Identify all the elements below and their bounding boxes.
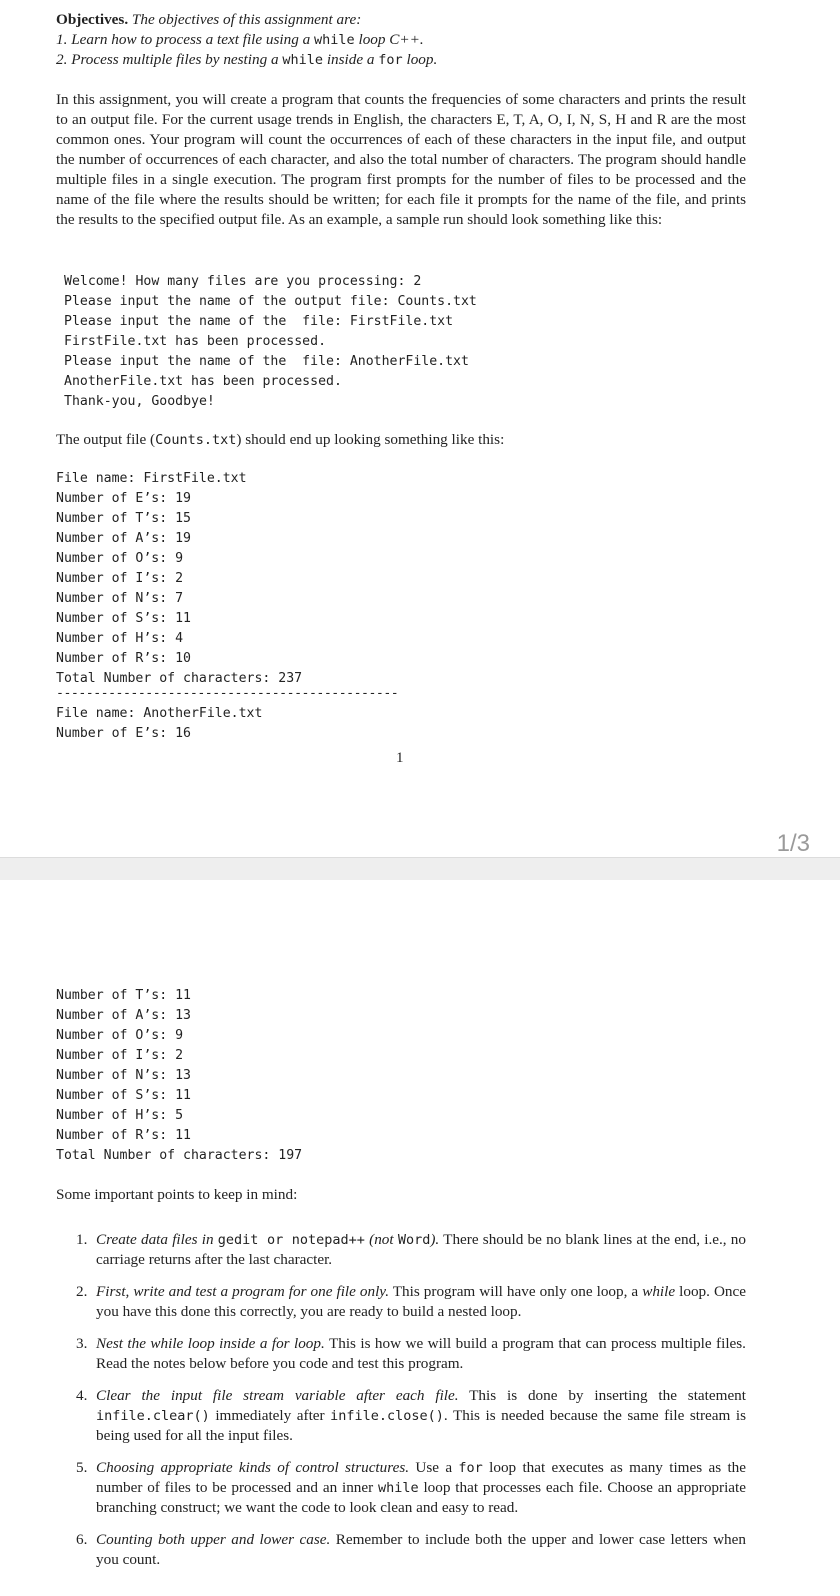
page-divider — [0, 857, 840, 881]
output-line: Number of E’s: 19 — [56, 491, 191, 506]
code-text: Word — [397, 1232, 431, 1248]
output-line: Number of H’s: 5 — [56, 1108, 184, 1123]
point-item — [56, 1334, 746, 1374]
output-line: Number of H’s: 4 — [56, 631, 184, 646]
code-text: infile.clear() — [96, 1408, 210, 1424]
objectives-section — [56, 10, 746, 70]
point-text: (not — [364, 1231, 398, 1248]
point-text: immediately after — [209, 1407, 331, 1424]
point-text: Use a — [409, 1459, 459, 1476]
code-text: for — [458, 1460, 483, 1476]
output-line: Number of S’s: 11 — [56, 611, 191, 626]
points-intro: Some important points to keep in mind: — [56, 1186, 298, 1203]
point-text: This is how we will build a program that can process multiple files. Read the notes below before you code and test this program. — [96, 1335, 746, 1372]
point-number: 3. — [76, 1335, 88, 1352]
point-number: 2. — [76, 1283, 88, 1300]
point-text: loop. Once you have this done this correctly, you are ready to build a nested loop. — [96, 1283, 747, 1320]
point-item — [56, 1230, 746, 1270]
point-text: loop that processes each file. Choose an appropriate branching construct; we want the code to look clean and easy to read. — [96, 1479, 746, 1516]
code-text: gedit or notepad++ — [217, 1232, 365, 1248]
output-line: Number of T’s: 11 — [56, 988, 191, 1003]
objective-2: 2. Process multiple files by nesting a while inside a for loop. — [56, 51, 438, 68]
page-number: 1 — [396, 750, 404, 766]
point-number: 5. — [76, 1459, 88, 1476]
console-line: FirstFile.txt has been processed. — [64, 334, 327, 349]
point-text: Choosing appropriate kinds of control structures. — [96, 1459, 410, 1476]
sample-run-console — [64, 272, 754, 412]
output-line: Total Number of characters: 237 — [56, 671, 303, 686]
output-file-1 — [56, 469, 746, 689]
point-item — [56, 1282, 746, 1322]
point-number: 6. — [76, 1531, 88, 1548]
output-line: File name: AnotherFile.txt — [56, 706, 263, 721]
console-line: Thank-you, Goodbye! — [64, 394, 215, 409]
point-text: Counting both upper and lower case. — [96, 1531, 331, 1548]
code-text: while — [378, 1480, 419, 1496]
output-line: Number of E’s: 16 — [56, 726, 191, 741]
output-line: Number of I’s: 2 — [56, 1048, 184, 1063]
point-text: Create data files in — [96, 1231, 218, 1248]
output-line: Number of A’s: 13 — [56, 1008, 191, 1023]
point-text: First, write and test a program for one file only. — [96, 1283, 390, 1300]
point-text: This program will have only one loop, a — [389, 1283, 643, 1300]
page-indicator: 1/3 — [776, 830, 810, 857]
output-line: Number of S’s: 11 — [56, 1088, 191, 1103]
console-line: Welcome! How many files are you processing: 2 — [64, 274, 422, 289]
points-list — [56, 1230, 746, 1582]
separator-line: ---------------------------------------------- — [56, 686, 399, 701]
console-line: Please input the name of the file: FirstFile.txt — [64, 314, 454, 329]
objectives-heading: Objectives. The objectives of this assignment are: — [56, 11, 362, 28]
point-item — [56, 1386, 746, 1446]
output-line: Number of R’s: 10 — [56, 651, 191, 666]
output-line: Number of A’s: 19 — [56, 531, 191, 546]
point-text: . This is needed because the same file stream is being used for all the input files. — [96, 1407, 746, 1444]
output-line: File name: FirstFile.txt — [56, 471, 247, 486]
console-line: Please input the name of the output file: Counts.txt — [64, 294, 477, 309]
point-text: This is done by inserting the statement — [458, 1387, 746, 1404]
output-line: Number of N’s: 7 — [56, 591, 184, 606]
output-line: Number of N’s: 13 — [56, 1068, 191, 1083]
point-text: Remember to include both the upper and lower case letters when you count. — [96, 1531, 746, 1568]
output-line: Number of O’s: 9 — [56, 551, 184, 566]
output-line: Number of T’s: 15 — [56, 511, 191, 526]
point-text: Clear the input file stream variable after each file. — [96, 1387, 459, 1404]
point-item — [56, 1530, 746, 1570]
point-item — [56, 1458, 746, 1518]
output-intro: The output file (Counts.txt) should end up looking something like this: — [56, 431, 505, 448]
output-line: Number of O’s: 9 — [56, 1028, 184, 1043]
point-text: loop that executes as many times as the number of files to be processed and an inner — [96, 1459, 746, 1496]
output-line: Number of I’s: 2 — [56, 571, 184, 586]
console-line: AnotherFile.txt has been processed. — [64, 374, 342, 389]
point-text: while — [642, 1283, 676, 1300]
output-file-2-rest — [56, 986, 746, 1166]
output-line: Total Number of characters: 197 — [56, 1148, 303, 1163]
code-text: infile.close() — [330, 1408, 444, 1424]
point-text: Nest the while loop inside a for loop. — [96, 1335, 325, 1352]
output-line: Number of R’s: 11 — [56, 1128, 191, 1143]
point-text: ). — [430, 1231, 440, 1248]
point-number: 1. — [76, 1231, 88, 1248]
output-file-2-start — [56, 704, 746, 744]
intro-paragraph: In this assignment, you will create a program that counts the frequencies of some characters and prints the result to an output file. For the current usage trends in English, the characters E, T, A, O, I, N, S, H and R are the most common ones. Your program will count the occurrences of each of these characters in the input file, and output the number of occurrences of each character, and also the total number of characters. The program should handle multiple files in a single execution. The program first prompts for the number of files to be processed and the name of the file where the results should be written; for each file it prompts for the name of the file, and prints the results to the specified output file. As an example, a sample run should look something like this: — [56, 91, 746, 228]
objective-1: 1. Learn how to process a text file using a while loop C++. — [56, 31, 424, 48]
point-number: 4. — [76, 1387, 88, 1404]
point-text: There should be no blank lines at the end, i.e., no carriage returns after the last character. — [96, 1231, 746, 1268]
console-line: Please input the name of the file: AnotherFile.txt — [64, 354, 469, 369]
